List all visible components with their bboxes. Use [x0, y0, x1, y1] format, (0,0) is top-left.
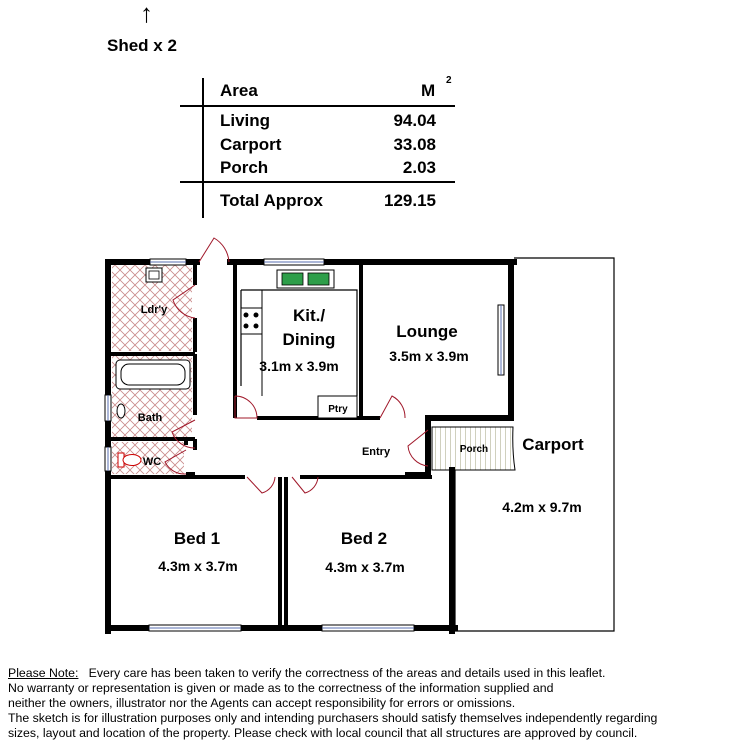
table-header-area: Area	[220, 81, 258, 100]
shed-label: Shed x 2	[107, 36, 177, 55]
room-kitchen-dim: 3.1m x 3.9m	[259, 358, 339, 374]
room-pantry-label: Ptry	[328, 404, 348, 415]
room-entry-label: Entry	[361, 446, 391, 458]
room-bed2-title: Bed 2	[340, 529, 388, 548]
room-carport-title: Carport	[522, 435, 584, 454]
room-lounge-title: Lounge	[396, 322, 458, 341]
room-bed2-dim: 4.3m x 3.7m	[325, 559, 405, 575]
basin-icon	[117, 404, 125, 418]
room-carport-dim: 4.2m x 9.7m	[502, 499, 582, 515]
table-row-living-name: Living	[220, 111, 271, 130]
disclaimer	[8, 666, 748, 741]
room-porch-label: Porch	[459, 444, 489, 455]
disclaimer-line-2: No warranty or representation is given or made as to the correctness of the information supplied and	[8, 681, 554, 695]
table-header-unit: M	[421, 81, 436, 100]
disclaimer-line-4: The sketch is for illustration purposes only and intending purchasers should satisfy themselves independently regarding	[8, 711, 658, 725]
disclaimer-text-1: Every care has been taken to verify the correctness of the areas and details used in this leaflet.	[88, 666, 606, 680]
room-bed1-title: Bed 1	[173, 529, 221, 548]
table-total-value: 129.15	[384, 191, 436, 210]
table-header-unit-sup: 2	[446, 75, 452, 86]
shed-arrow-icon: ↑	[140, 0, 153, 28]
room-lounge-dim: 3.5m x 3.9m	[389, 348, 469, 364]
disclaimer-line-5: sizes, layout and location of the property. Please check with local council that all structures are approved by council.	[8, 726, 638, 740]
room-kitchen-title-1: Kit./	[292, 306, 326, 325]
disclaimer-line-1	[8, 666, 748, 681]
disclaimer-line-3: neither the owners, illustrator nor the Agents can accept responsibility for errors or omissions.	[8, 696, 516, 710]
stove-icon	[241, 308, 262, 334]
table-row-carport-name: Carport	[220, 135, 282, 154]
room-laundry-label: Ldr'y	[140, 304, 168, 316]
table-row-living-value: 94.04	[393, 111, 436, 130]
room-kitchen-title-2: Dining	[282, 330, 336, 349]
table-row-porch-value: 2.03	[402, 158, 436, 177]
room-bed1-dim: 4.3m x 3.7m	[158, 558, 238, 574]
table-row-porch-name: Porch	[220, 158, 269, 177]
disclaimer-heading: Please Note:	[8, 666, 79, 680]
table-total-name: Total Approx	[220, 191, 323, 210]
room-bath-label: Bath	[137, 412, 163, 424]
room-wc-label: WC	[142, 456, 162, 468]
table-row-carport-value: 33.08	[393, 135, 436, 154]
